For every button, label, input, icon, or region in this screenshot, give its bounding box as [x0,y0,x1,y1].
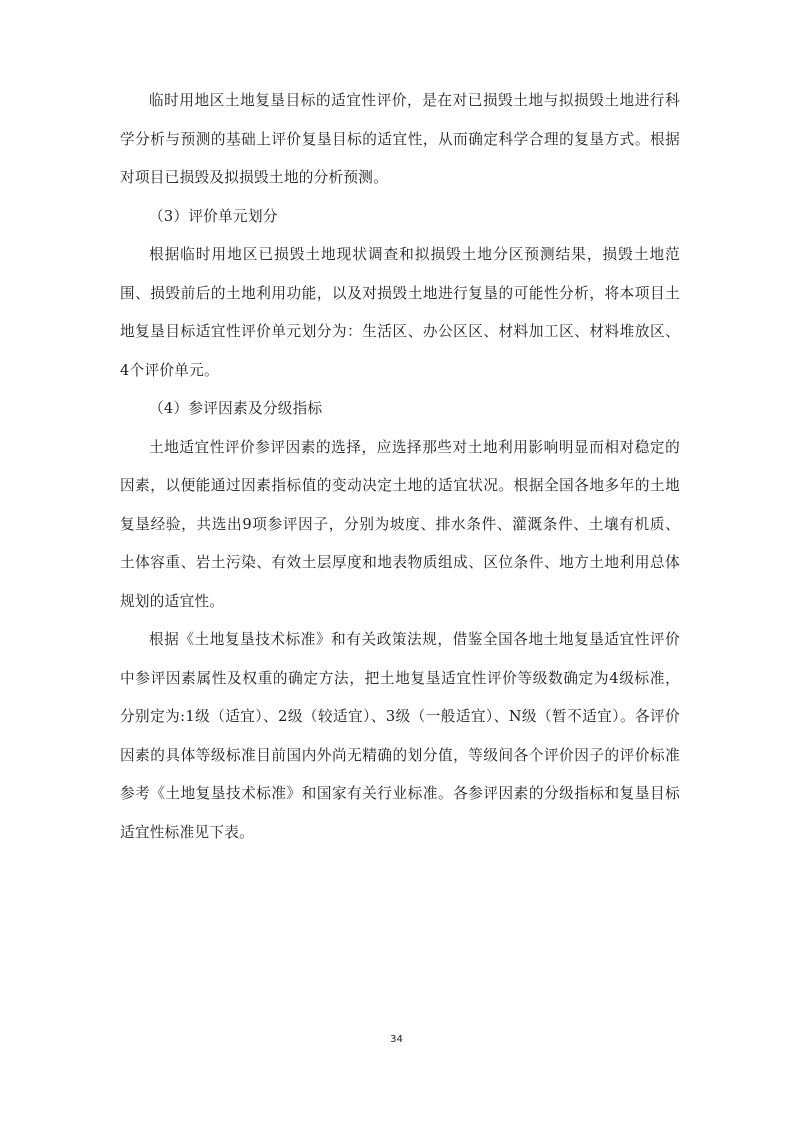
section-heading-evaluation-units: （3）评价单元划分 [149,207,278,225]
paragraph-evaluation-units: 根据临时用地区已损毁土地现状调查和拟损毁土地分区预测结果，损毁土地范围、损毁前后的土地利用功能，以及对损毁土地进行复垦的可能性分析，将本项目土地复垦目标适宜性评价单元划分为：生活区、办公区区、材料加工区、材料堆放区、4个评价单元。 [120,246,680,379]
section-heading-factors-grading: （4）参评因素及分级指标 [149,400,323,417]
paragraph-factor-selection: 土地适宜性评价参评因素的选择，应选择那些对土地利用影响明显而相对稳定的因素，以便能通过因素指标值的变动决定土地的适宜状况。根据全国各地多年的土地复垦经验，共选出9项参评因子，分别为坡度、排水条件、灌溉条件、土壤有机质、土体容重、岩土污染、有效土层厚度和地表物质组成、区位条件、地方土地利用总体规划的适宜性。 [120,438,680,610]
document-body [120,82,680,852]
page-number: 34 [390,1034,403,1045]
paragraph-grading-standards: 根据《土地复垦技术标准》和有关政策法规，借鉴全国各地土地复垦适宜性评价中参评因素属性及权重的确定方法，把土地复垦适宜性评价等级数确定为4级标准，分别定为:1级（适宜）、2级（较适宜）、3级（一般适宜）、N级（暂不适宜）。各评价因素的具体等级标准目前国内外尚无精确的划分值，等级间各个评价因子的评价标准参考《土地复垦技术标准》和国家有关行业标准。各参评因素的分级指标和复垦目标适宜性标准见下表。 [120,631,680,841]
paragraph-evaluation-intro: 临时用地区土地复垦目标的适宜性评价，是在对已损毁土地与拟损毁土地进行科学分析与预测的基础上评价复垦目标的适宜性，从而确定科学合理的复垦方式。根据对项目已损毁及拟损毁土地的分析预测。 [120,92,680,186]
